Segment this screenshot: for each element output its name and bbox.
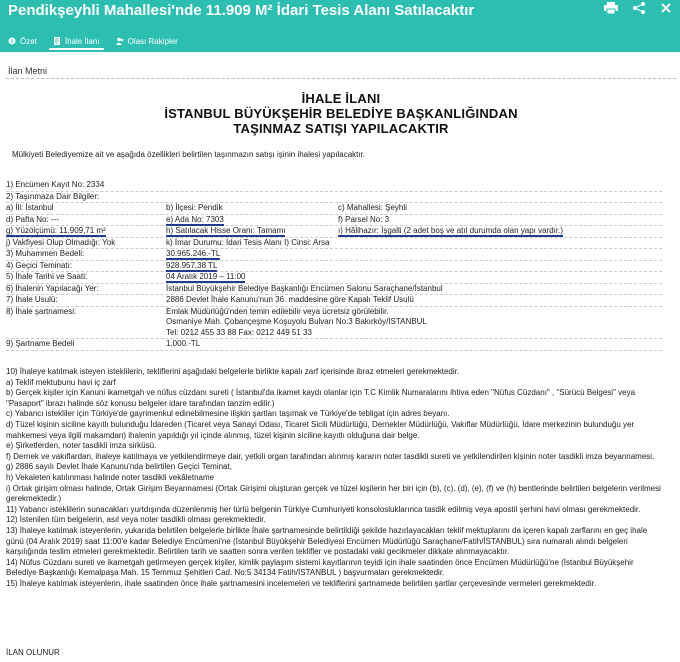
cell-text: 30.965.246.-TL <box>166 249 221 258</box>
cell-text: 3) Muhammen Bedeli: <box>6 249 85 258</box>
table-cell <box>338 226 662 237</box>
table-row <box>6 238 662 250</box>
terms-paragraph: e) Şirketlerden, noter tasdikli imza sirküsü. <box>6 441 157 451</box>
table-cell <box>6 272 166 283</box>
cell-text: b) İlçesi: Pendik <box>166 203 223 212</box>
table-row <box>6 272 662 284</box>
cell-text: h) Satılacak Hisse Oranı: Tamamı <box>166 226 286 235</box>
terms-paragraph: i) Ortak girişim olması halinde, Ortak Girişim Beyannamesi (Ortak Girişimi oluşturan gerçek ve tüzel kişilerin her biri için (b), (c), (d), (e), (f) ve (h) bentlerinde belirtilen belgelerin verilmesi gerekmektedir.) <box>6 483 661 504</box>
tab-ihale-ilani[interactable] <box>45 30 108 52</box>
table-cell <box>166 226 338 237</box>
table-row <box>6 226 662 238</box>
info-table <box>6 180 662 351</box>
table-row <box>6 249 662 261</box>
terms-paragraph: 13) İhaleye katılmak isteyenlerin, yukarıda belirtilen belgelerle birlikte İhale şartnamesinde belirtildiği şekilde hazırlayacakları teklif mektuplarını da içeren kapalı zarflarını en geç ihale günü (04 Aralık 2019) saat 11:00'e kadar Belediye Encümeni'ne (İstanbul Büyükşehir Belediyesi Encümen Müdürlüğü Saraçhane/Fatih/İSTANBUL) sıra numaralı alındı belgeleri karşılığında teslim etmeleri gerekmektedir. Belirtilen tarih ve saatten sonra verilen teklifler ve postadaki vaki gecikmeler dikkate alınmayacaktır. <box>6 525 648 557</box>
cell-text: 5) İhale Tarihi ve Saati: <box>6 272 88 281</box>
document-heading <box>6 91 676 136</box>
closing-text: İLAN OLUNUR <box>6 648 60 657</box>
table-row <box>6 180 662 192</box>
table-cell <box>6 226 166 237</box>
terms-paragraph: c) Yabancı istekliler için Türkiye'de gayrimenkul edinebilmesine ilişkin şartları taşımak ve Türkiye'de tebligat için adres beyanı. <box>6 409 450 419</box>
table-cell <box>6 307 166 339</box>
close-icon[interactable] <box>660 2 674 14</box>
table-cell <box>6 180 662 191</box>
table-row <box>6 284 662 296</box>
section-label: İlan Metni <box>8 66 48 76</box>
info-icon <box>8 37 16 45</box>
table-cell <box>6 215 166 226</box>
tab-olasi-rakipler[interactable] <box>108 30 186 52</box>
header-actions <box>604 0 674 16</box>
heading-line-3: TAŞINMAZ SATIŞI YAPILACAKTIR <box>233 121 449 136</box>
cell-text: c) Mahallesi: Şeyhli <box>338 203 407 212</box>
table-row <box>6 203 662 215</box>
terms-paragraph: 14) Nüfus Cüzdanı sureti ve ikametgah getirmeyen gerçek kişiler, kimlik paylaşım sistemi kayıtlarının teyidi için ihale saatinden önce Encümen Müdürlüğü'ne (İstanbul Büyükşehir Belediye Başkanlığı Kemalpaşa Mah. 15 Temmuz Şehitleri Cad. No:5 34134 Fatih/İSTANBUL ) başvurmaları gerekmektedir. <box>6 557 634 578</box>
cell-text: d) Pafta No: --- <box>6 214 59 224</box>
tab-label: İhale İlanı <box>64 36 100 46</box>
table-cell <box>166 284 662 295</box>
cell-text: 6) İhalenin Yapılacağı Yer: <box>6 283 99 293</box>
terms-paragraph: f) Dernek ve vakıflardan, ihaleye katılmaya ve yetkilendirmeye dair, yetkili organ tarafından alınmış kararın noter tasdikli sureti ve yetkilendirilen kişinin noter tasdikli imza beyannamesi. <box>6 451 655 461</box>
terms-paragraph: g) 2886 sayılı Devlet İhale Kanunu'nda belirtilen Geçici Teminat, <box>6 462 232 472</box>
tab-label: Olası Rakipler <box>127 36 178 46</box>
cell-text: 2886 Devlet İhale Kanunu'nun 36. maddesine göre Kapalı Teklif Usulü <box>166 295 414 304</box>
cell-text: j) Vakfiyesi Olup Olmadığı: Yok <box>6 237 116 247</box>
table-cell <box>166 203 338 214</box>
share-icon[interactable] <box>632 2 646 14</box>
cell-text: e) Ada No: 7303 <box>166 214 224 224</box>
table-row <box>6 339 662 351</box>
table-cell <box>338 203 662 214</box>
table-cell <box>6 238 166 249</box>
table-cell <box>166 295 662 306</box>
tab-bar <box>0 30 186 52</box>
table-row <box>6 307 662 340</box>
table-cell <box>6 203 166 214</box>
terms-paragraph: d) Tüzel kişinin siciline kayıtlı bulunduğu İdareden (Ticaret veya Sanayi Odası, Ticaret Sicili Müdürlüğü, Dernekler Müdürlüğü, Vakıflar Müdürlüğü, İdare merkezinin bulunduğu yer mahkemesi veya ilgili makamdan) ihalenin yapıldığı yıl içinde alınmış, tüzel kişinin siciline kayıtlı olduğuna dair belge. <box>6 419 635 440</box>
cell-text: 8) İhale şartnamesi: <box>6 306 77 316</box>
cell-text: 9) Şartname Bedeli <box>6 339 75 348</box>
table-cell <box>6 295 166 306</box>
users-icon <box>116 37 124 45</box>
terms-paragraph: 11) Yabancı isteklilerin sunacakları yurtdışında düzenlenmiş her türlü belgenin Türkiye Cumhuriyeti konsolosluklarınca tasdik edilmiş veya apostil şerhini havi olması gerekmektedir. <box>6 504 641 514</box>
cell-text: Emlak Müdürlüğü'nden temin edilebilir veya ücretsiz görülebilir. Osmaniye Mah. Çobançeşme Koşuyolu Bulvarı No:3 Bakırköy/İSTANBUL Tel: 0212 455 33 88 Fax: 0212 449 51 33 <box>166 306 427 337</box>
tab-ozet[interactable] <box>0 30 45 52</box>
table-cell <box>166 307 662 339</box>
table-cell <box>6 249 166 260</box>
cell-text: k) İmar Durumu: İdari Tesis Alanı I) Cinsi: Arsa <box>166 237 330 247</box>
table-cell <box>166 215 338 226</box>
table-cell <box>166 272 662 283</box>
cell-text: g) Yüzölçümü: 11.909,71 m² <box>6 226 106 235</box>
terms-paragraph: 12) İstenilen tüm belgelerin, asıl veya noter tasdikli olması gerekmektedir. <box>6 515 266 525</box>
print-icon[interactable] <box>604 2 618 14</box>
cell-text: 7) İhale Usulü: <box>6 295 58 304</box>
table-cell <box>166 339 662 350</box>
table-row <box>6 215 662 227</box>
cell-text: 04 Aralık 2019 – 11:00 <box>166 272 246 281</box>
table-cell <box>6 284 166 295</box>
cell-text: İstanbul Büyükşehir Belediye Başkanlığı Encümen Salonu Saraçhane/İstanbul <box>166 283 443 293</box>
heading-line-1: İHALE İLANI <box>301 91 381 106</box>
cell-text: 1.000.-TL <box>166 339 201 348</box>
document-icon <box>53 37 61 45</box>
table-row <box>6 192 662 204</box>
cell-text: 4) Geçici Teminatı: <box>6 260 73 270</box>
terms-paragraph: b) Gerçek kişiler için Kanuni ikametgah ve nüfus cüzdanı sureti ( İstanbul'da ikamet kaydı olanlar için T.C Kimlik Numaralarını ihtiva eden "Nüfus Cüzdanı" , "Sürücü Belgesi" veya "Pasaport" ibrazı halinde söz konusu belgeler idare tarafından tanzim edilir.) <box>6 388 636 408</box>
table-cell <box>338 215 662 226</box>
table-cell <box>6 192 662 203</box>
cell-text: f) Parsel No: 3 <box>338 214 390 224</box>
table-row <box>6 295 662 307</box>
cell-text: 2) Taşınmaza Dair Bilgiler: <box>6 191 100 201</box>
table-cell <box>166 249 662 260</box>
terms-paragraph: h) Vekaleten katılınması halinde noter tasdikli vekâletname <box>6 472 215 482</box>
table-row <box>6 261 662 273</box>
table-cell <box>6 261 166 272</box>
table-cell <box>166 261 662 272</box>
tab-label: Özet <box>20 36 37 46</box>
cell-text: 1) Encümen Kayıt No: 2334 <box>6 180 105 189</box>
cell-text: ı) Hâlihazır: İşgalli (2 adet boş ve atıl durumda olan yapı vardır.) <box>338 226 563 235</box>
header-bar <box>0 0 680 52</box>
intro-text: Mülkiyeti Belediyemize ait ve aşağıda özellikleri belirtilen taşınmazın satışı işinin ihalesi yapılacaktır. <box>12 150 366 159</box>
terms-text <box>6 367 666 589</box>
page-title: Pendikşeyhli Mahallesi'nde 11.909 M² İdari Tesis Alanı Satılacaktır <box>8 2 475 19</box>
table-cell <box>166 238 662 249</box>
heading-line-2: İSTANBUL BÜYÜKŞEHİR BELEDİYE BAŞKANLIĞINDAN <box>164 106 518 121</box>
terms-paragraph: 15) İhaleye katılmak isteyenlerin, ihale saatinden önce ihale şartnamesini incelemeleri ve tekliflerini şartnamede belirtilen şartlar çerçevesinde vermeleri gerekmektedir. <box>6 578 597 588</box>
terms-paragraph: a) Teklif mektubunu havi iç zarf <box>6 377 116 387</box>
cell-text: a) İli: İstanbul <box>6 203 54 212</box>
terms-paragraph: 10) İhaleye katılmak isteyen isteklilerin, tekliflerini aşağıdaki belgelerle birlikte kapalı zarf içerisinde ibraz etmeleri gerekmektedir. <box>6 367 460 376</box>
cell-text: 928.957,38 TL <box>166 260 218 270</box>
table-cell <box>6 339 166 350</box>
